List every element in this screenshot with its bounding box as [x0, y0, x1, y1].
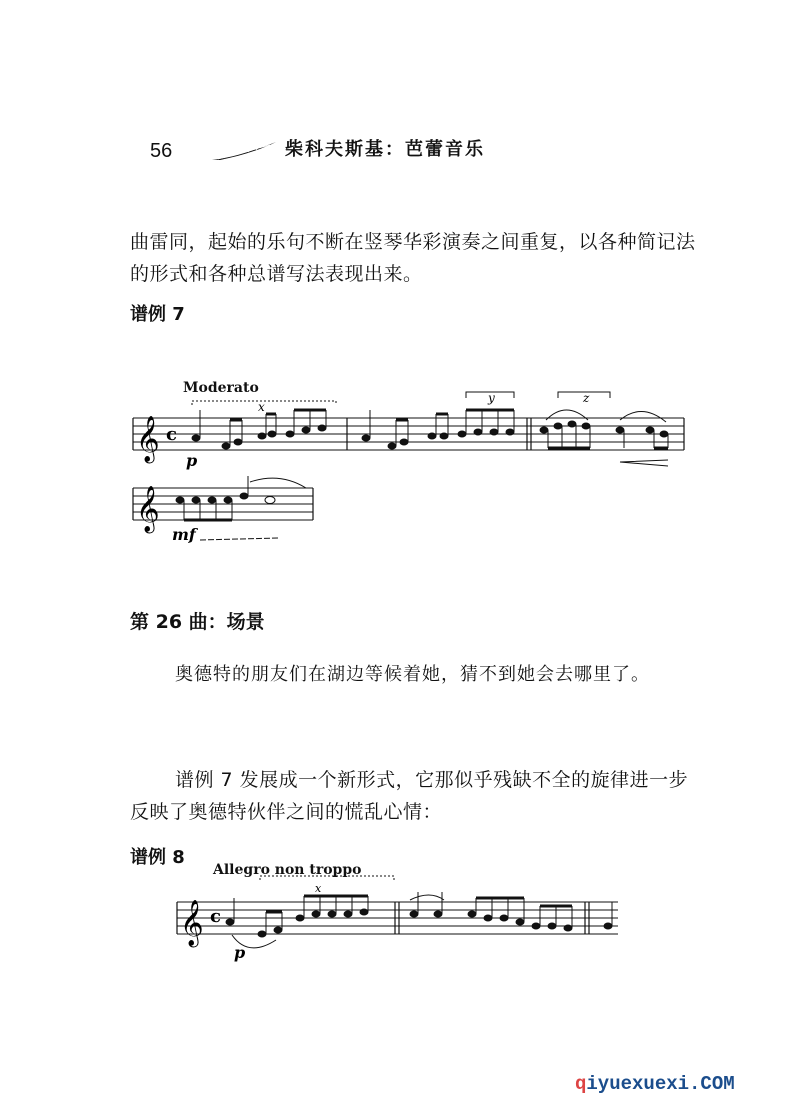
note-group [176, 476, 275, 520]
note-group [362, 410, 514, 449]
watermark [575, 1073, 735, 1095]
feather-ornament-icon [210, 140, 280, 165]
staff-lines [133, 418, 684, 450]
note-group [540, 421, 668, 448]
treble-clef-icon: 𝄞 [180, 900, 204, 946]
staff-lines [133, 488, 313, 520]
bracket-label: x [258, 400, 265, 414]
note-group [192, 410, 326, 449]
bracket-label: x [315, 882, 322, 895]
common-time-icon: c [166, 424, 177, 445]
tempo-marking: Allegro non troppo [213, 862, 362, 878]
treble-clef-icon: 𝄞 [136, 416, 160, 462]
treble-clef-icon: 𝄞 [136, 486, 160, 532]
section-heading: 第 26 曲：场景 [130, 611, 265, 633]
page-number: 56 [150, 140, 173, 162]
body-paragraph: 曲雷同，起始的乐句不断在竖琴华彩演奏之间重复，以各种简记法的形式和各种总谱写法表现出来。 [130, 231, 696, 285]
watermark-text: iyuexuexi.COM [586, 1073, 735, 1095]
staff-lines [177, 902, 618, 934]
barlines [133, 418, 684, 450]
section-description: 奥德特的朋友们在湖边等候着她，猜不到她会去哪里了。 [175, 664, 650, 685]
dynamic-marking: p [234, 943, 246, 962]
dynamic-marking: mf [172, 525, 196, 544]
common-time-icon: c [210, 906, 221, 927]
watermark-prefix: q [575, 1073, 587, 1095]
example-label: 谱例 7 [130, 304, 185, 325]
bracket-label: z [583, 391, 590, 405]
running-title: 柴科夫斯基：芭蕾音乐 [285, 139, 485, 160]
tempo-marking: Moderato [183, 380, 259, 396]
bracket-label: y [488, 391, 495, 405]
body-paragraph: 谱例 7 发展成一个新形式，它那似乎残缺不全的旋律进一步反映了奥德特伙伴之间的慌乱心情： [130, 769, 689, 823]
dynamic-marking: p [186, 451, 198, 470]
note-group [226, 892, 612, 937]
example-label: 谱例 8 [130, 847, 185, 868]
